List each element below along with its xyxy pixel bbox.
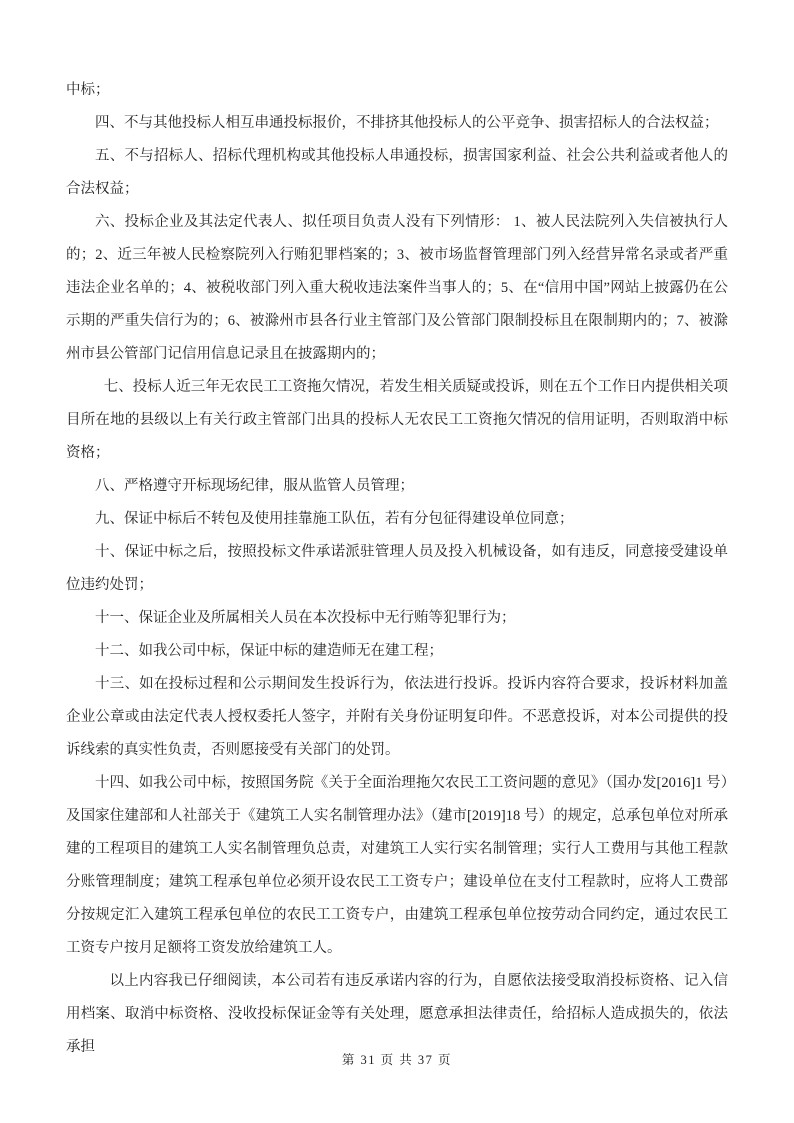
paragraph: 八、严格遵守开标现场纪律，服从监管人员管理；	[95, 478, 414, 494]
paragraph: 七、投标人近三年无农民工工资拖欠情况，若发生相关质疑或投诉，则在五个工作日内提供相关项目所在地的县级以上有关行政主管部门出具的投标人无农民工工资拖欠情况的信用证明，否则取消中标资格；	[66, 379, 728, 461]
paragraph: 十二、如我公司中标，保证中标的建造师无在建工程；	[95, 643, 443, 659]
paragraph: 四、不与其他投标人相互串通投标报价，不排挤其他投标人的公平竞争、损害招标人的合法权益；	[95, 115, 719, 131]
page-footer	[0, 1050, 794, 1068]
paragraph: 以上内容我已仔细阅读，本公司若有违反承诺内容的行为，自愿依法接受取消投标资格、记入信用档案、取消中标资格、没收投标保证金等有关处理，愿意承担法律责任，给招标人造成损失的，依法承担	[66, 973, 728, 1055]
paragraph: 十三、如在投标过程和公示期间发生投诉行为，依法进行投诉。投诉内容符合要求，投诉材料加盖企业公章或由法定代表人授权委托人签字，并附有关身份证明复印件。不恶意投诉，对本公司提供的投诉线索的真实性负责，否则愿接受有关部门的处罚。	[66, 676, 728, 758]
paragraph: 十四、如我公司中标，按照国务院《关于全面治理拖欠农民工工资问题的意见》（国办发[2016]1 号）及国家住建部和人社部关于《建筑工人实名制管理办法》（建市[2019]18 号）的规定，总承包单位对所承建的工程项目的建筑工人实名制管理负总责，对建筑工人实行实名制管理；实行人工费用与其他工程款分账管理制度；建筑工程承包单位必须开设农民工工资专户；建设单位在支付工程款时，应将人工费部分按规定汇入建筑工程承包单位的农民工工资专户，由建筑工程承包单位按劳动合同约定，通过农民工工资专户按月足额将工资发放给建筑工人。	[66, 775, 728, 956]
paragraph: 十一、保证企业及所属相关人员在本次投标中无行贿等犯罪行为；	[95, 610, 516, 626]
paragraph: 五、不与招标人、招标代理机构或其他投标人串通投标，损害国家利益、社会公共利益或者他人的合法权益；	[66, 148, 728, 197]
paragraph: 十、保证中标之后，按照投标文件承诺派驻管理人员及投入机械设备，如有违反，同意接受建设单位违约处罚；	[66, 544, 728, 593]
paragraph: 九、保证中标后不转包及使用挂靠施工队伍，若有分包征得建设单位同意；	[95, 511, 574, 527]
document-body	[66, 74, 728, 1064]
paragraph: 六、投标企业及其法定代表人、拟任项目负责人没有下列情形： 1、被人民法院列入失信被执行人的；2、近三年被人民检察院列入行贿犯罪档案的；3、被市场监督管理部门列入经营异常名录或者严重违法企业名单的；4、被税收部门列入重大税收违法案件当事人的；5、在“信用中国”网站上披露仍在公示期的严重失信行为的；6、被滁州市县各行业主管部门及公管部门限制投标且在限制期内的；7、被滁州市县公管部门记信用信息记录且在披露期内的；	[66, 214, 728, 362]
page-number-label: 第 31 页 共 37 页	[341, 1053, 453, 1067]
paragraph: 中标；	[66, 82, 110, 98]
